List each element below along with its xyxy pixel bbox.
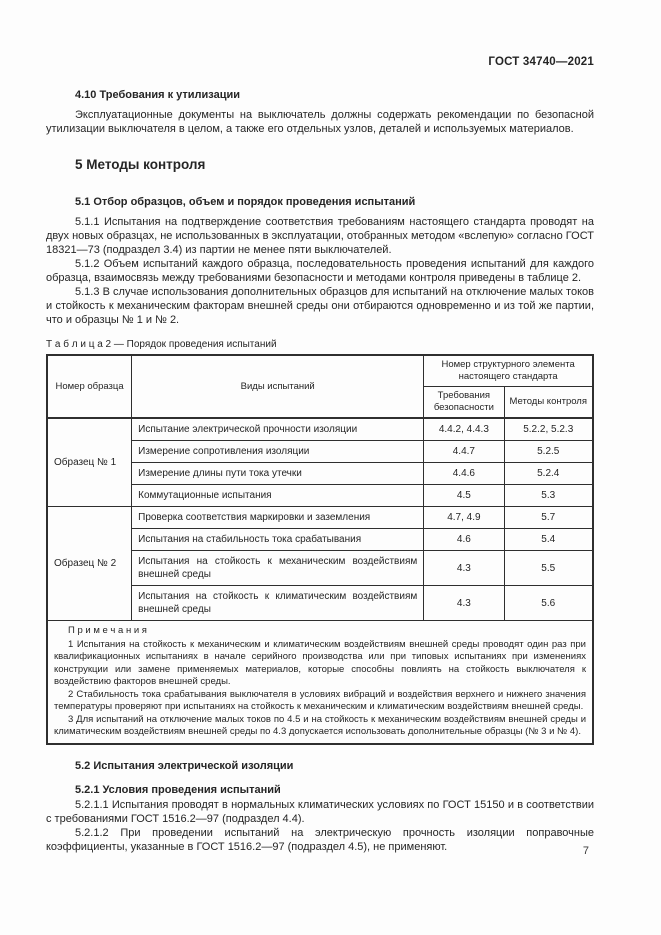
cell-test: Коммутационные испытания [132,485,424,507]
cell-method: 5.7 [504,507,593,529]
cell-method: 5.3 [504,485,593,507]
cell-test: Проверка соответствия маркировки и заземления [132,507,424,529]
paragraph-5-1-3: 5.1.3 В случае использования дополнительных образцов для испытаний на отключение малых токов и стойкость к механическим факторам внешней среды они отбираются одновременно и из той же партии, что и образцы № 1 и № 2. [46,286,594,326]
header-test-types: Виды испытаний [132,355,424,418]
table-header [47,355,593,418]
header-control-methods: Методы контроля [504,387,593,419]
cell-requirement: 4.5 [424,485,504,507]
cell-test: Испытания на стабильность тока срабатывания [132,529,424,551]
header-safety-requirements: Требования безопасности [424,387,504,419]
cell-test: Испытание электрической прочности изоляции [132,418,424,441]
cell-sample-1: Образец № 1 [47,418,132,507]
section-title-5: 5 Методы контроля [75,157,206,172]
document-number-header: ГОСТ 34740—2021 [488,56,594,68]
cell-method: 5.2.4 [504,463,593,485]
cell-requirement: 4.3 [424,586,504,621]
cell-method: 5.2.5 [504,441,593,463]
cell-method: 5.4 [504,529,593,551]
paragraph-5-1-2: 5.1.2 Объем испытаний каждого образца, последовательность проведения испытаний для каждого образца, взаимосвязь между требованиями безопасности и методами контроля приведены в таблице 2. [46,258,594,284]
cell-test: Испытания на стойкость к механическим воздействиям внешней среды [132,551,424,586]
cell-method: 5.6 [504,586,593,621]
table-row [47,418,593,441]
paragraph-4-10: Эксплуатационные документы на выключатель должны содержать рекомендации по безопасной утилизации выключателя в целом, а также его отдельных узлов, деталей и используемых материалов. [46,109,594,135]
paragraph-5-1-1: 5.1.1 Испытания на подтверждение соответствия требованиям настоящего стандарта проводят на двух новых образцах, не использованных в эксплуатации, отобранных методом «вслепую» согласно ГОСТ 18321—73 (подраздел 3.4) из партии не менее пяти выключателей. [46,216,594,256]
paragraph-5-2-1-2: 5.2.1.2 При проведении испытаний на электрическую прочность изоляции поправочные коэффициенты, указанные в ГОСТ 1516.2—97 (подраздел 4.5), не применяют. [46,826,594,853]
paragraph-5-2-1-1: 5.2.1.1 Испытания проводят в нормальных климатических условиях по ГОСТ 15150 и в соответствии с требованиями ГОСТ 1516.2—97 (подраздел 4.4). [46,798,594,825]
header-structural-element-group: Номер структурного элемента настоящего стандарта [424,355,593,387]
table-notes-cell [47,621,593,744]
cell-requirement: 4.7, 4.9 [424,507,504,529]
table-caption: Т а б л и ц а 2 — Порядок проведения испытаний [46,339,277,350]
cell-requirement: 4.4.7 [424,441,504,463]
header-sample-number: Номер образца [47,355,132,418]
section-title-5-2-1: 5.2.1 Условия проведения испытаний [75,783,281,796]
page-content [46,0,594,854]
table-body [47,418,593,744]
notes-label: П р и м е ч а н и я [68,625,147,636]
table-header-row-1 [47,355,593,387]
page-number: 7 [582,845,589,857]
cell-test: Испытания на стойкость к климатическим воздействиям внешней среды [132,586,424,621]
section-title-5-2: 5.2 Испытания электрической изоляции [75,759,294,772]
cell-sample-2: Образец № 2 [47,507,132,621]
note-1: 1 Испытания на стойкость к механическим и климатическим воздействиям внешней среды проводят один раз при квалификационных испытаниях в начале серийного производства или при типовых испытаниях при изменениях конструкции или замене применяемых материалов, которые способны повлиять на стойкость выключателя к воздействию факторов внешней среды. [54,638,586,687]
section-title-4-10: 4.10 Требования к утилизации [75,89,241,101]
cell-method: 5.2.2, 5.2.3 [504,418,593,441]
cell-requirement: 4.6 [424,529,504,551]
section-title-5-1: 5.1 Отбор образцов, объем и порядок проведения испытаний [75,196,416,208]
cell-requirement: 4.4.6 [424,463,504,485]
cell-requirement: 4.3 [424,551,504,586]
cell-requirement: 4.4.2, 4.4.3 [424,418,504,441]
cell-method: 5.5 [504,551,593,586]
cell-test: Измерение сопротивления изоляции [132,441,424,463]
cell-test: Измерение длины пути тока утечки [132,463,424,485]
table-notes-row [47,621,593,744]
note-3: 3 Для испытаний на отключение малых токов по 4.5 и на стойкость к механическим воздействиям внешней среды и климатическим воздействиям внешней среды по 4.3 допускается использовать дополнительные образцы (№ 3 и № 4). [54,713,586,737]
note-2: 2 Стабильность тока срабатывания выключателя в условиях вибраций и воздействия верхнего и нижнего значения температуры проверяют при испытаниях на стойкость к механическим и климатическим воздействиям внешней среды. [54,688,586,712]
table-row [47,507,593,529]
test-order-table [46,354,594,745]
